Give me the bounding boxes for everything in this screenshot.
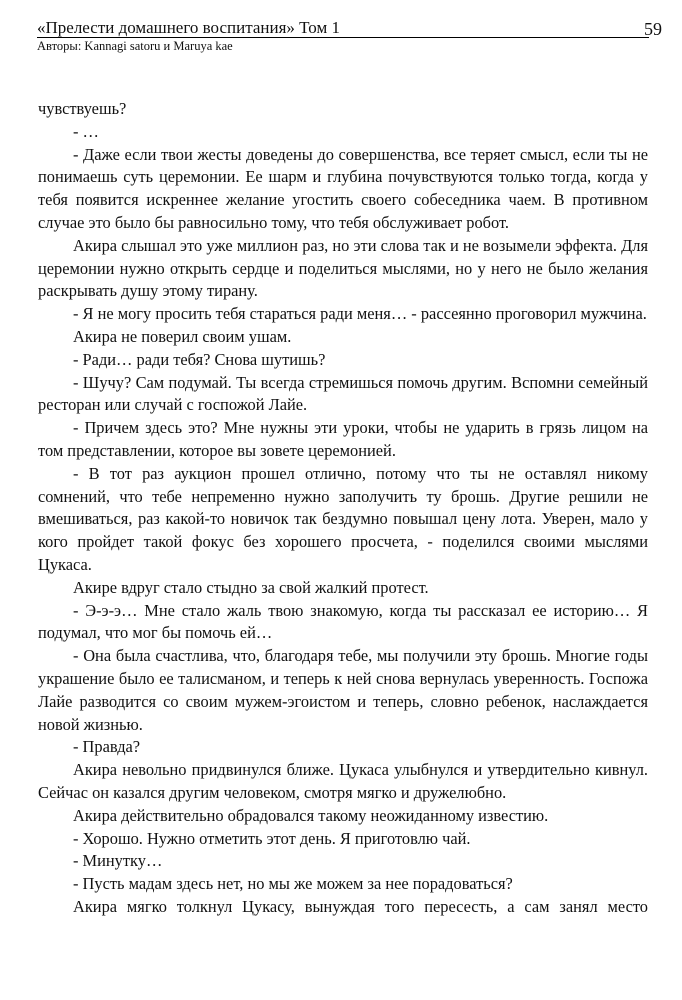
paragraph: Акира невольно придвинулся ближе. Цукаса улыбнулся и утвердительно кивнул. Сейчас он казался другим человеком, смотря мягко и дружелюбно. [38, 760, 648, 802]
paragraph: чувствуешь? [38, 99, 127, 118]
page-header [37, 18, 649, 54]
header-divider [37, 37, 649, 38]
paragraph: Акира не поверил своим ушам. [73, 326, 292, 346]
paragraph: Акира слышал это уже миллион раз, но эти слова так и не возымели эффекта. Для церемонии нужно открыть сердце и поделиться мыслями, но у него не было желания раскрывать душу этому тирану. [38, 235, 648, 301]
paragraph: - В тот раз аукцион прошел отлично, потому что ты не оставлял никому сомнений, что тебе непременно нужно заполучить ту брошь. Другие решили не вмешиваться, раз какой-то новичок так бездумно повышал цену лота. Уверен, мало у кого пройдет такой фокус без хорошего просчета, - поделился своими мыслями Цукаса. [38, 463, 648, 574]
authors-line: Авторы: Kannagi satoru и Maruya kae [37, 39, 233, 53]
paragraph: - Пусть мадам здесь нет, но мы же можем за нее порадоваться? [73, 874, 513, 894]
paragraph: Акира мягко толкнул Цукасу, вынуждая того пересесть, а сам занял место [73, 896, 648, 916]
paragraph: Акире вдруг стало стыдно за свой жалкий протест. [73, 577, 429, 597]
page-number: 59 [644, 19, 662, 39]
paragraph: - Даже если твои жесты доведены до совершенства, все теряет смысл, если ты не понимаешь суть церемонии. Ее шарм и глубина почувствуются только тогда, когда у тебя появится искреннее желание угостить своего собеседника чаем. В противном случае это было бы равносильно тому, что тебя обслуживает робот. [38, 144, 648, 232]
paragraph: - Причем здесь это? Мне нужны эти уроки, чтобы не ударить в грязь лицом на том представлении, которое вы зовете церемонией. [38, 418, 648, 460]
paragraph: - Шучу? Сам подумай. Ты всегда стремишься помочь другим. Вспомни семейный ресторан или случай с госпожой Лайе. [38, 372, 648, 415]
body-text [38, 98, 648, 919]
paragraph: - … [73, 121, 99, 141]
paragraph: - Э-э-э… Мне стало жаль твою знакомую, когда ты рассказал ее историю… Я подумал, что мог бы помочь ей… [38, 600, 648, 643]
paragraph: - Я не могу просить тебя стараться ради меня… - рассеянно проговорил мужчина. [73, 304, 647, 324]
book-title: «Прелести домашнего воспитания» Том 1 [37, 18, 340, 37]
paragraph: - Минутку… [73, 851, 163, 871]
paragraph: - Правда? [73, 737, 141, 757]
paragraph: - Она была счастлива, что, благодаря тебе, мы получили эту брошь. Многие годы украшение было ее талисманом, и теперь к ней снова вернулась уверенность. Госпожа Лайе разводится со своим мужем-эгоистом и теперь, словно ребенок, наслаждается новой жизнью. [38, 646, 648, 734]
paragraph: - Хорошо. Нужно отметить этот день. Я приготовлю чай. [73, 828, 471, 848]
paragraph: Акира действительно обрадовался такому неожиданному известию. [73, 805, 549, 825]
paragraph: - Ради… ради тебя? Снова шутишь? [73, 349, 326, 369]
